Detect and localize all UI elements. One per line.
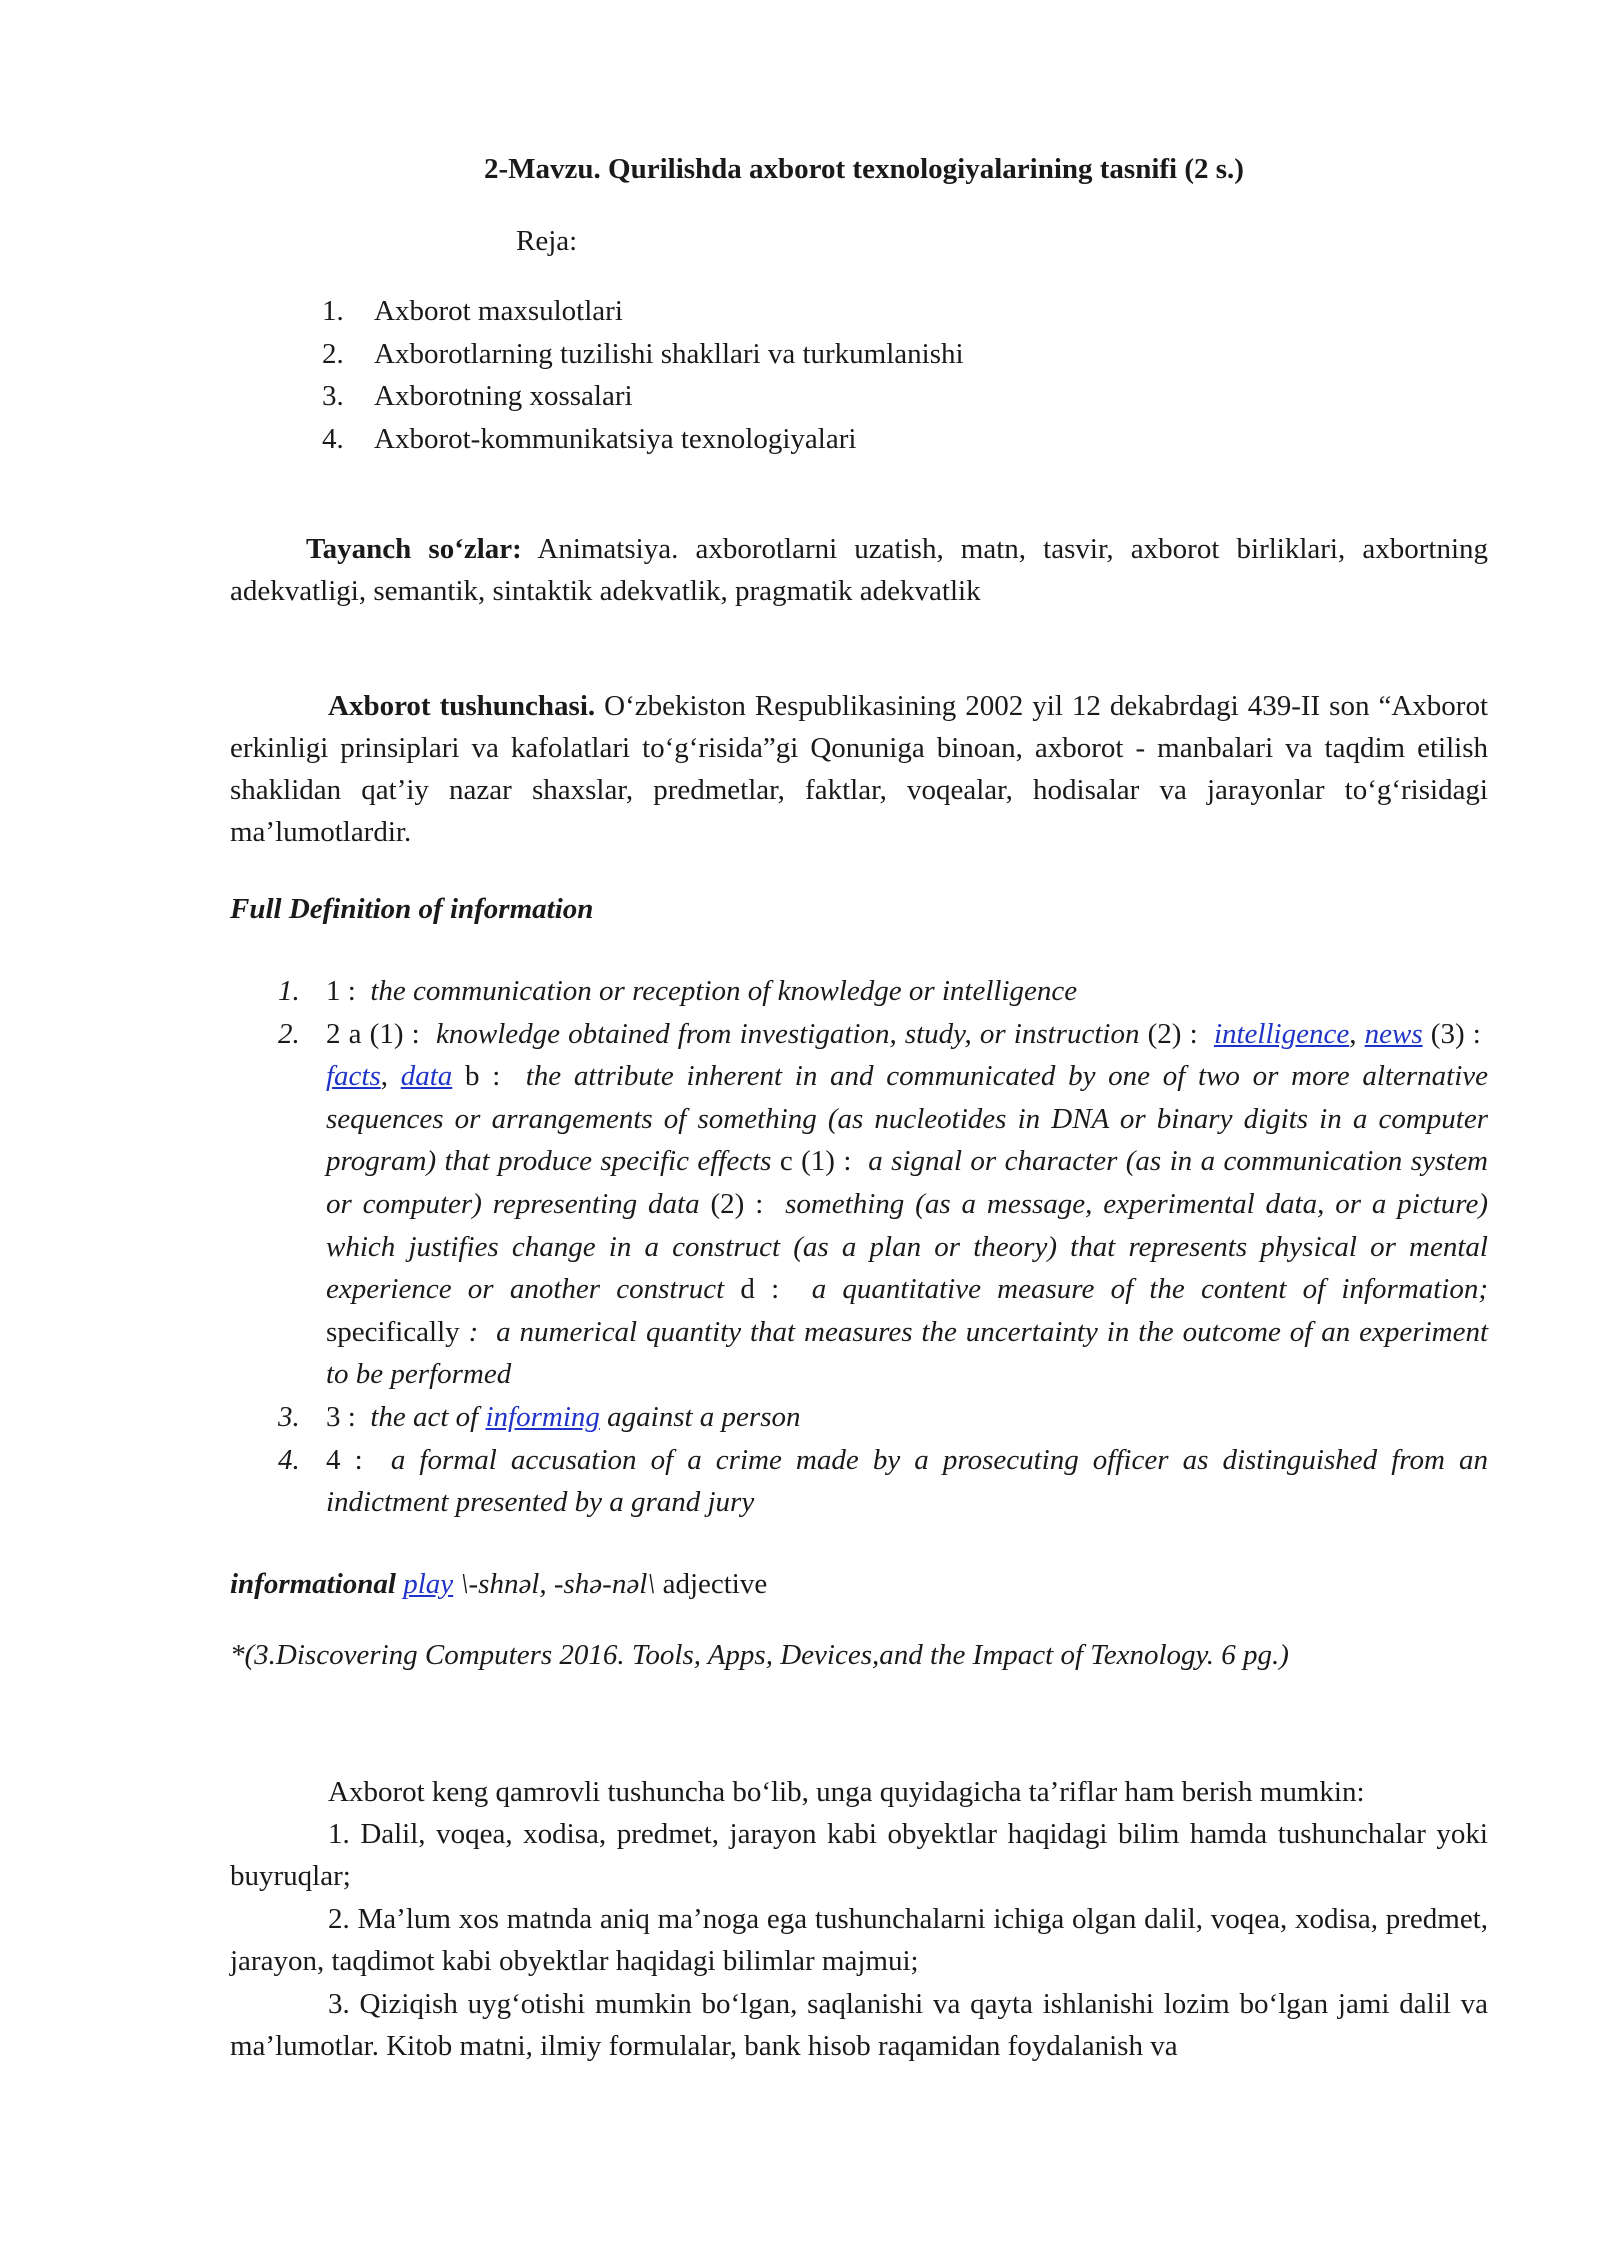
definition-text: the attribute inherent in and communicated by one of two or more alternative sequences or arrangements of something (as nucleotides in DNA or binary digits in a computer program) that produce specific effects bbox=[326, 1060, 1489, 1178]
definition-item-1 bbox=[272, 970, 1488, 1013]
definition-list bbox=[272, 970, 1488, 1524]
definition-marker: c (1) : bbox=[779, 1145, 852, 1178]
definition-marker: d : bbox=[740, 1273, 780, 1306]
definition-marker: 2 a (1) : bbox=[326, 1017, 420, 1050]
plan-item bbox=[322, 333, 964, 376]
link-informing[interactable]: informing bbox=[485, 1400, 600, 1433]
plan-item-text: Axborotlarning tuzilishi shakllari va turkumlanishi bbox=[374, 337, 964, 370]
concept-paragraph bbox=[230, 685, 1488, 853]
part-of-speech: adjective bbox=[662, 1568, 768, 1600]
plan-item-number: 3. bbox=[322, 380, 344, 412]
keywords-label: Tayanch so‘zlar: bbox=[306, 533, 522, 565]
body-point-3: 3. Qiziqish uyg‘otishi mumkin bo‘lgan, saqlanishi va qayta ishlanishi lozim bo‘lgan jami dalil va ma’lumotlar. Kitob matni, ilmiy formulalar, bank hisob raqamidan foydalanish va bbox=[230, 1988, 1488, 2062]
definition-number: 4. bbox=[278, 1443, 300, 1476]
plan-label: Reja: bbox=[516, 225, 578, 257]
definition-text: the act of bbox=[370, 1400, 479, 1433]
definition-number: 3. bbox=[278, 1400, 300, 1433]
definition-colon: : bbox=[468, 1315, 479, 1348]
keywords-text: Animatsiya. axborotlarni uzatish, matn, tasvir, axborot birliklari, axbortning adekvatligi, semantik, sintaktik adekvatlik, pragmatik adekvatlik bbox=[230, 533, 1489, 607]
pronunciation-text: \-shnəl, -shə-nəl\ bbox=[460, 1568, 656, 1600]
definition-item-3 bbox=[272, 1396, 1488, 1439]
link-facts[interactable]: facts bbox=[326, 1060, 381, 1093]
play-pronunciation-link[interactable]: play bbox=[403, 1568, 454, 1600]
definition-number: 1. bbox=[278, 975, 300, 1007]
definition-marker: (2) : bbox=[710, 1187, 764, 1220]
informational-entry bbox=[230, 1563, 1488, 1605]
plan-item-text: Axborot maxsulotlari bbox=[374, 295, 623, 327]
definition-marker: (2) : bbox=[1147, 1017, 1198, 1050]
definition-text: knowledge obtained from investigation, study, or instruction bbox=[435, 1017, 1140, 1050]
definition-specifically: specifically bbox=[326, 1315, 460, 1348]
plan-list bbox=[322, 290, 964, 460]
definition-text: a signal or character (as in a communication system or computer) representing data bbox=[326, 1145, 1489, 1220]
plan-item-text: Axborotning xossalari bbox=[374, 380, 633, 412]
body-point-2: 2. Ma’lum xos matnda aniq ma’noga ega tushunchalarni ichiga olgan dalil, voqea, xodisa, predmet, jarayon, taqdimot kabi obyektlar haqidagi bilimlar majmui; bbox=[230, 1903, 1488, 1977]
plan-item bbox=[322, 418, 964, 461]
definition-text: against a person bbox=[607, 1400, 801, 1433]
full-definition-heading: Full Definition of information bbox=[230, 893, 594, 925]
plan-item-number: 4. bbox=[322, 422, 344, 455]
plan-item-number: 2. bbox=[322, 337, 344, 370]
link-news[interactable]: news bbox=[1364, 1017, 1423, 1050]
concept-label: Axborot tushunchasi. bbox=[328, 690, 596, 722]
concept-text: O‘zbekiston Respublikasining 2002 yil 12 dekabrdagi 439-II son “Axborot erkinligi prinsiplari va kafolatlari to‘g‘risida”gi Qonuniga binoan, axborot - manbalari va taqdim etilish shaklidan qat’iy nazar shaxslar, predmetlar, faktlar, voqealar, hodisalar va jarayonlar to‘g‘risidagi ma’lumotlardir. bbox=[230, 690, 1488, 848]
plan-item bbox=[322, 375, 964, 418]
informational-word: informational bbox=[230, 1568, 396, 1600]
plan-item-text: Axborot-kommunikatsiya texnologiyalari bbox=[374, 422, 857, 455]
plan-item bbox=[322, 290, 964, 333]
definition-text: a numerical quantity that measures the uncertainty in the outcome of an experiment to be performed bbox=[326, 1315, 1488, 1391]
body-point-1: 1. Dalil, voqea, xodisa, predmet, jarayon kabi obyektlar haqidagi bilim hamda tushunchalar yoki buyruqlar; bbox=[230, 1818, 1488, 1892]
plan-item-number: 1. bbox=[322, 295, 344, 327]
page-title: 2-Mavzu. Qurilishda axborot texnologiyalarining tasnifi (2 s.) bbox=[484, 153, 1244, 185]
definition-marker: (3) : bbox=[1430, 1017, 1481, 1050]
link-data[interactable]: data bbox=[400, 1060, 453, 1093]
definition-text: a formal accusation of a crime made by a prosecuting officer as distinguished from an indictment presented by a grand jury bbox=[326, 1443, 1489, 1519]
definition-marker: 1 : bbox=[326, 975, 356, 1007]
definition-text: a quantitative measure of the content of information; bbox=[811, 1273, 1489, 1306]
definition-marker: 4 : bbox=[326, 1443, 363, 1476]
link-intelligence[interactable]: intelligence bbox=[1213, 1017, 1350, 1050]
definition-text: something (as a message, experimental data, or a picture) which justifies change in a construct (as a plan or theory) that represents physical or mental experience or another construct bbox=[326, 1187, 1489, 1306]
definition-item-4 bbox=[272, 1439, 1488, 1524]
definition-marker: 3 : bbox=[326, 1400, 356, 1433]
source-note: *(3.Discovering Computers 2016. Tools, Apps, Devices,and the Impact of Texnology. 6 pg.) bbox=[230, 1639, 1289, 1671]
definition-number: 2. bbox=[278, 1017, 300, 1050]
definition-item-2: 2. 2 a (1) : knowledge obtained from investigation, study, or instruction (2) : intelligence, news (3) : facts, data b : the attribute inherent in and communicated by one of two or more alternative sequences or arrangements of something (as nucleotides in DNA or binary digits in a computer program) that produce specific effects c (1) : a signal or character (as in a communication system or computer) representing data (2) : something (as a message, experimental data, or a picture) which justifies change in a construct (as a plan or theory) that represents physical or mental experience or another construct d : a quantitative measure of the content of information; specifically : a numerical quantity that measures the uncertainty in the outcome of an experiment to be performed bbox=[272, 1013, 1488, 1396]
keywords-paragraph bbox=[230, 528, 1488, 612]
definition-marker: b : bbox=[465, 1060, 501, 1093]
definition-text: the communication or reception of knowledge or intelligence bbox=[370, 975, 1078, 1007]
body-intro: Axborot keng qamrovli tushuncha bo‘lib, unga quyidagicha ta’riflar ham berish mumkin: bbox=[328, 1776, 1365, 1808]
